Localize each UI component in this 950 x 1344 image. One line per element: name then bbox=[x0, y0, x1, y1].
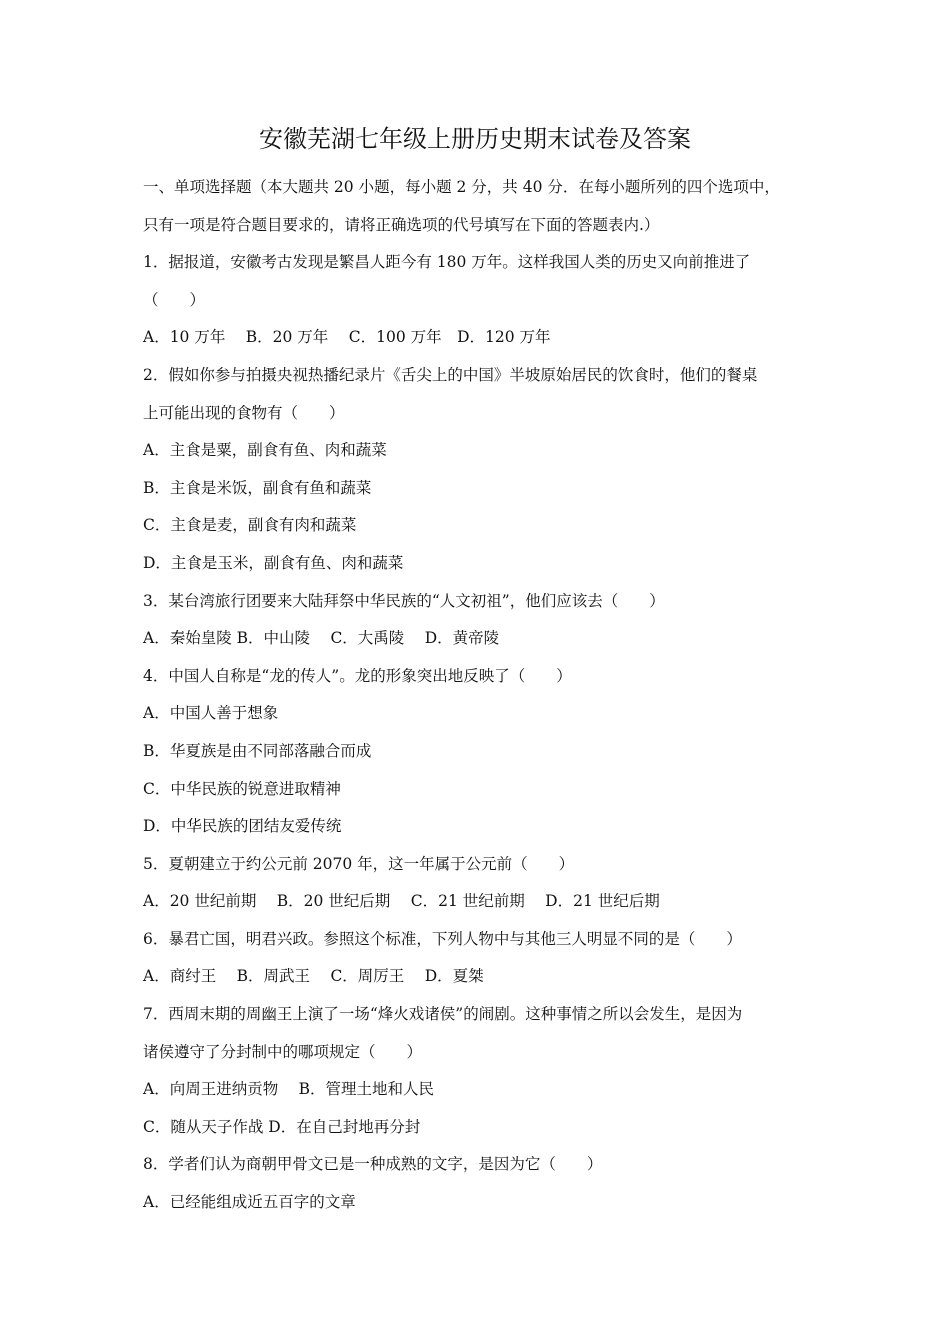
section-heading-line: 一、单项选择题（本大题共 20 小题，每小题 2 分，共 40 分．在每小题所列的四个选项中， bbox=[143, 178, 780, 196]
question-stem: 上可能出现的食物有（ ） bbox=[143, 403, 345, 422]
document-title: 安徽芜湖七年级上册历史期末试卷及答案 bbox=[259, 125, 691, 153]
question-option: D．中华民族的团结友爱传统 bbox=[143, 817, 342, 836]
question-stem: 诸侯遵守了分封制中的哪项规定（ ） bbox=[143, 1042, 423, 1061]
question-option: C．主食是麦，副食有肉和蔬菜 bbox=[143, 516, 357, 535]
question-options: A．10 万年 B．20 万年 C．100 万年 D．120 万年 bbox=[143, 328, 551, 347]
question-options: A．向周王进纳贡物 B．管理土地和人民 bbox=[143, 1080, 435, 1099]
question-option: B．主食是米饭，副食有鱼和蔬菜 bbox=[143, 478, 372, 497]
question-options: C．随从天子作战 D．在自己封地再分封 bbox=[143, 1117, 421, 1136]
question-stem: 7．西周末期的周幽王上演了一场“烽火戏诸侯”的闹剧。这种事情之所以会发生，是因为 bbox=[143, 1005, 743, 1024]
question-option: B．华夏族是由不同部落融合而成 bbox=[143, 741, 372, 760]
section-heading bbox=[143, 169, 815, 244]
section-heading-line: 只有一项是符合题目要求的，请将正确选项的代号填写在下面的答题表内.） bbox=[143, 215, 660, 234]
question-option: C．中华民族的锐意进取精神 bbox=[143, 779, 341, 798]
question-option: A．已经能组成近五百字的文章 bbox=[143, 1193, 356, 1212]
question-stem: 8．学者们认为商朝甲骨文已是一种成熟的文字，是因为它（ ） bbox=[143, 1155, 603, 1174]
question-3 bbox=[143, 583, 815, 658]
question-options: A．商纣王 B．周武王 C．周厉王 D．夏桀 bbox=[143, 967, 484, 986]
question-option: A．主食是粟，副食有鱼、肉和蔬菜 bbox=[143, 441, 387, 460]
question-stem: 3．某台湾旅行团要来大陆拜祭中华民族的“人文初祖”，他们应该去（ ） bbox=[143, 591, 665, 610]
question-stem: 6．暴君亡国，明君兴政。参照这个标准，下列人物中与其他三人明显不同的是（ ） bbox=[143, 929, 742, 948]
document-body bbox=[143, 169, 815, 1222]
question-7 bbox=[143, 996, 815, 1146]
question-2 bbox=[143, 357, 815, 583]
question-stem: 1．据报道，安徽考古发现是繁昌人距今有 180 万年。这样我国人类的历史又向前推进了 bbox=[143, 253, 751, 272]
question-options: A．秦始皇陵 B．中山陵 C．大禹陵 D．黄帝陵 bbox=[143, 629, 500, 648]
question-stem: 5．夏朝建立于约公元前 2070 年，这一年属于公元前（ ） bbox=[143, 854, 575, 873]
question-1 bbox=[143, 244, 815, 357]
question-6 bbox=[143, 921, 815, 996]
question-stem: 4．中国人自称是“龙的传人”。龙的形象突出地反映了（ ） bbox=[143, 666, 572, 685]
question-5 bbox=[143, 846, 815, 921]
question-options: A．20 世纪前期 B．20 世纪后期 C．21 世纪前期 D．21 世纪后期 bbox=[143, 892, 660, 911]
question-8 bbox=[143, 1146, 815, 1221]
question-option: D．主食是玉米，副食有鱼、肉和蔬菜 bbox=[143, 553, 404, 572]
question-4 bbox=[143, 658, 815, 846]
question-option: A．中国人善于想象 bbox=[143, 704, 279, 723]
question-stem: （ ） bbox=[143, 290, 206, 309]
question-stem: 2．假如你参与拍摄央视热播纪录片《舌尖上的中国》半坡原始居民的饮食时，他们的餐桌 bbox=[143, 365, 758, 384]
